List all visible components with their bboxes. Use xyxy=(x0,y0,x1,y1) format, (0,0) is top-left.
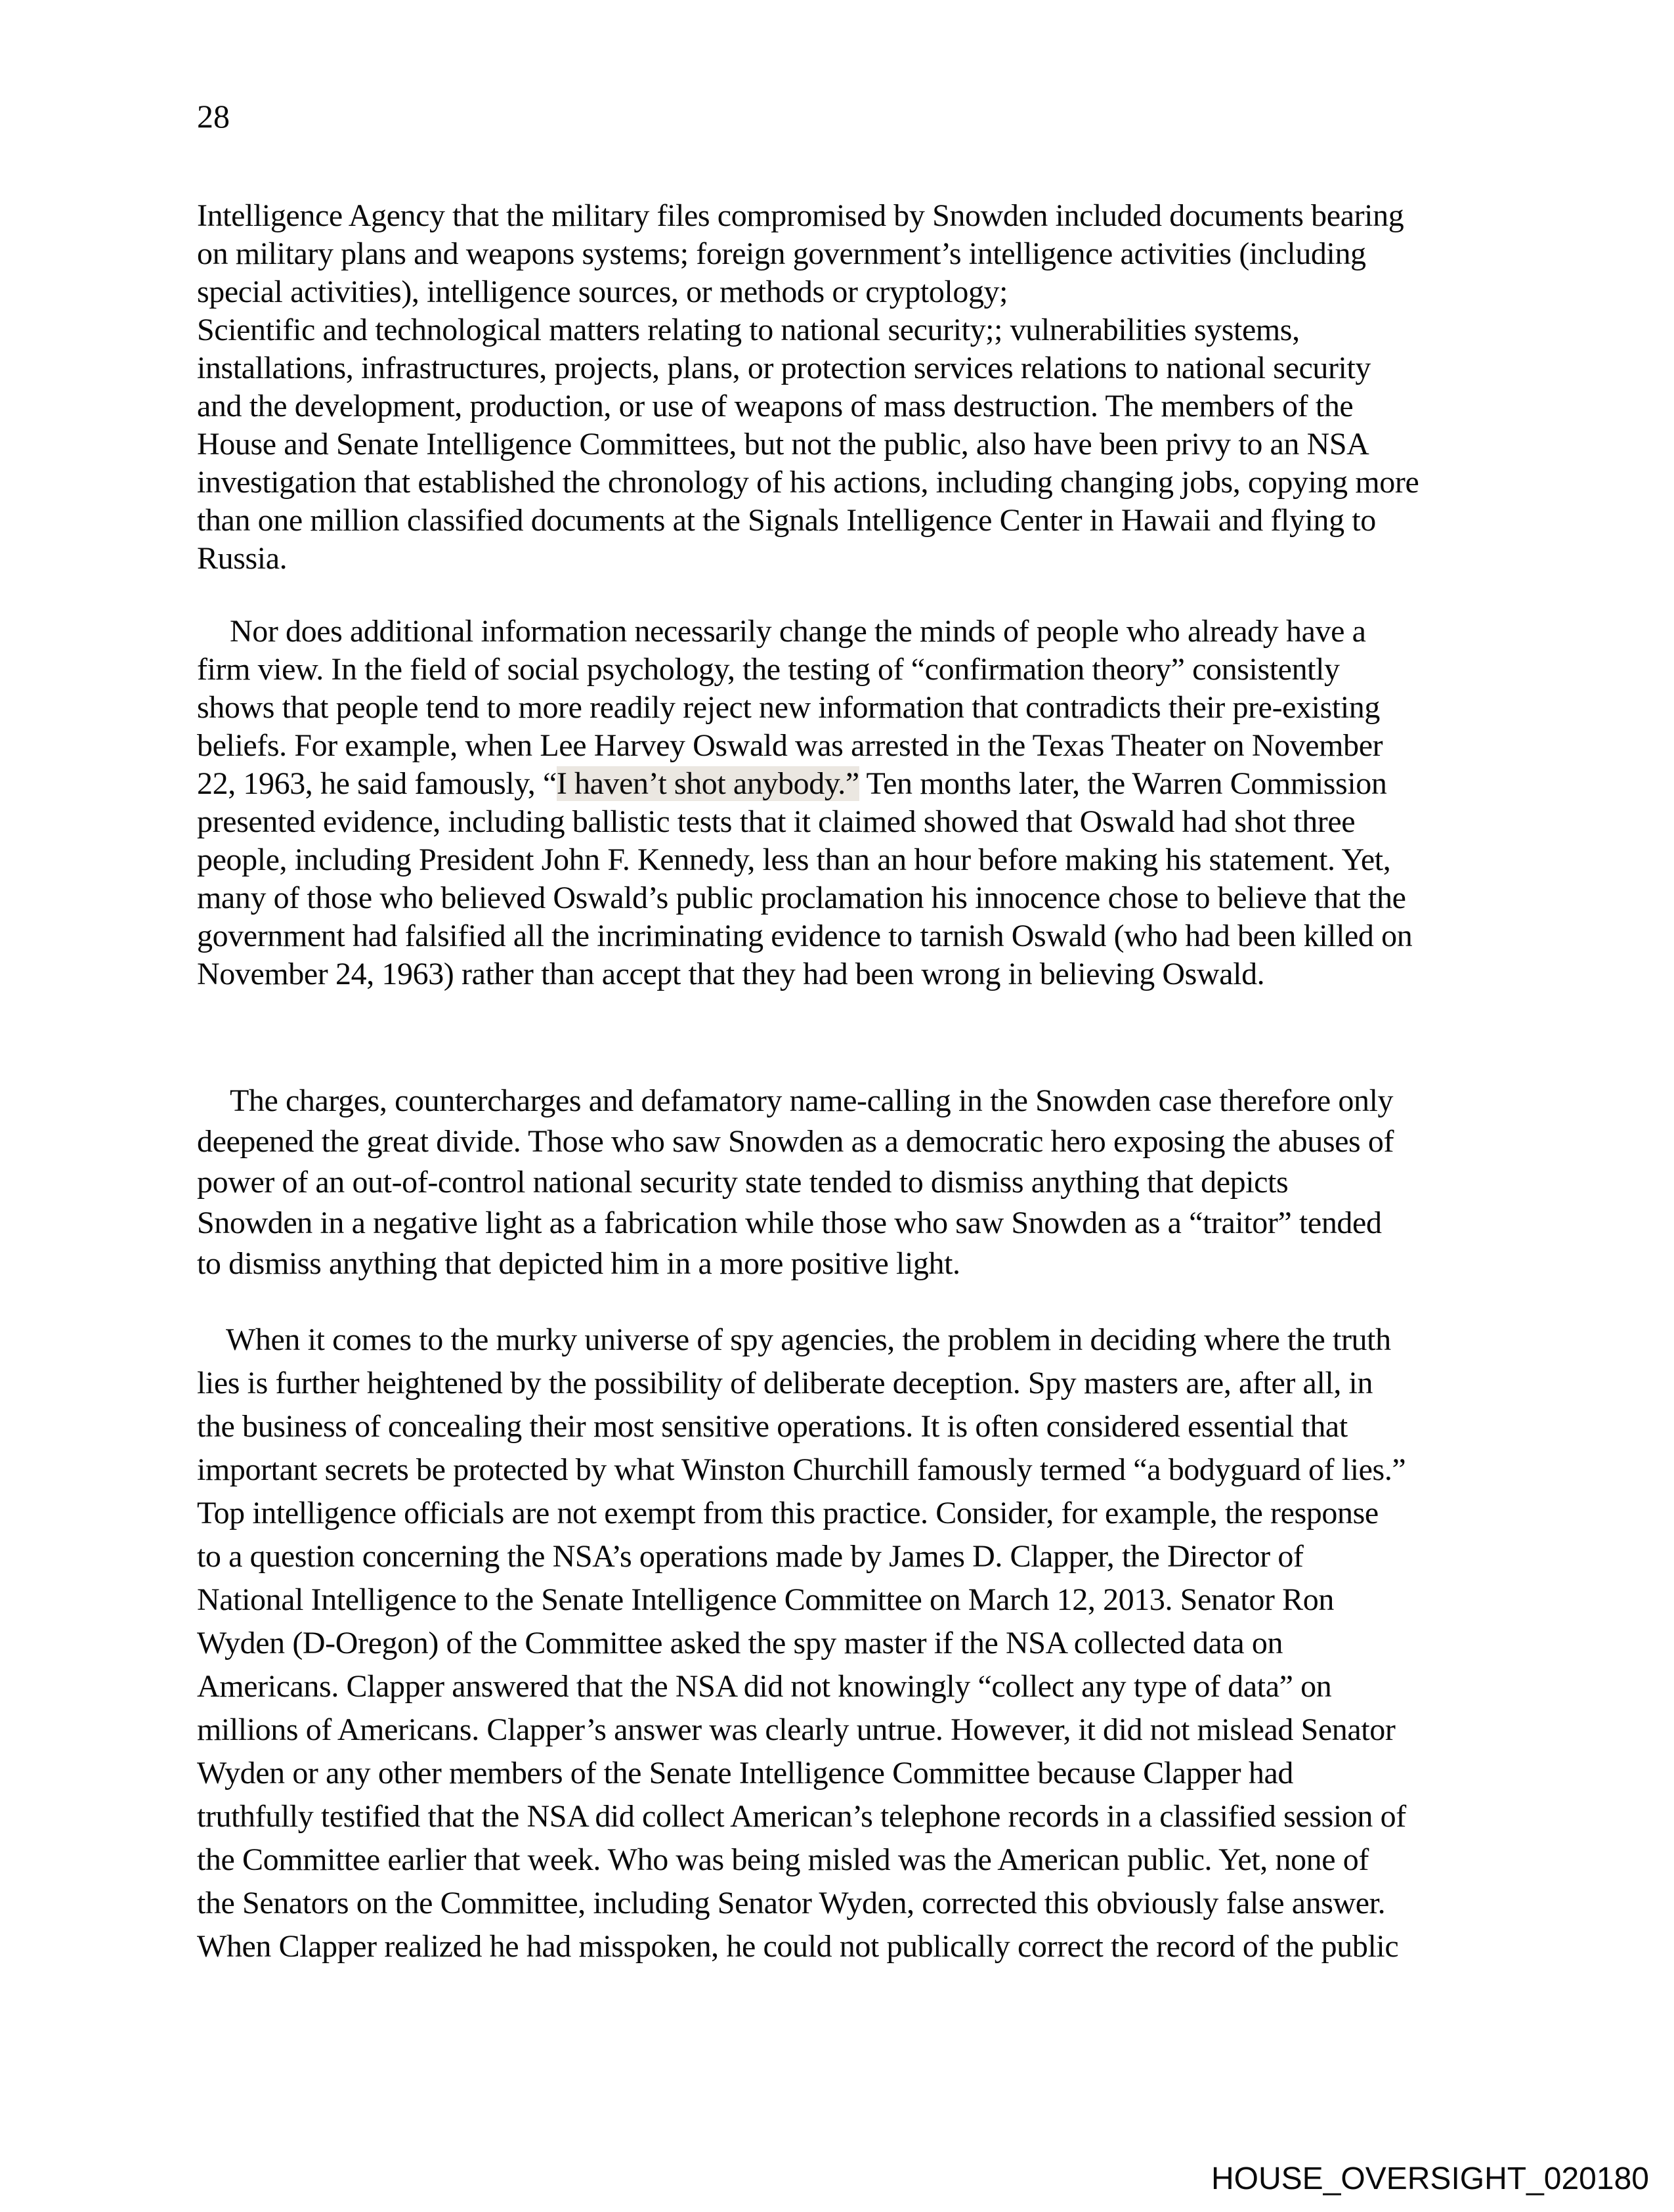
text-line: than one million classified documents at the Signals Intelligence Center in Hawaii and flying to xyxy=(197,503,1376,538)
text-line: power of an out-of-control national security state tended to dismiss anything that depicts xyxy=(197,1165,1289,1200)
text-line: millions of Americans. Clapper’s answer was clearly untrue. However, it did not mislead Senator xyxy=(197,1712,1396,1747)
text-line: Top intelligence officials are not exempt from this practice. Consider, for example, the response xyxy=(197,1496,1379,1530)
text-line: Intelligence Agency that the military files compromised by Snowden included documents bearing xyxy=(197,198,1404,233)
text-line: investigation that established the chronology of his actions, including changing jobs, copying more xyxy=(197,465,1419,500)
paragraph xyxy=(197,197,1530,578)
text-line: the Senators on the Committee, including Senator Wyden, corrected this obviously false answer. xyxy=(197,1886,1386,1920)
text-line: National Intelligence to the Senate Intelligence Committee on March 12, 2013. Senator Ron xyxy=(197,1582,1334,1617)
text-line: special activities), intelligence sources, or methods or cryptology; xyxy=(197,274,1008,309)
text-line: Scientific and technological matters relating to national security;; vulnerabilities systems, xyxy=(197,313,1300,347)
text-line: Russia. xyxy=(197,541,288,576)
paragraph xyxy=(197,613,1530,993)
paragraph xyxy=(197,1081,1530,1284)
text-line: installations, infrastructures, projects, plans, or protection services relations to national security xyxy=(197,351,1371,385)
paragraph xyxy=(197,1318,1530,1968)
text-line: shows that people tend to more readily reject new information that contradicts their pre-existing xyxy=(197,690,1380,725)
text-line: people, including President John F. Kennedy, less than an hour before making his statement. Yet, xyxy=(197,842,1391,877)
text-line: The charges, countercharges and defamatory name-calling in the Snowden case therefore only xyxy=(230,1083,1394,1118)
text-segment: 22, 1963, he said famously, “ xyxy=(197,766,557,801)
text-line: lies is further heightened by the possibility of deliberate deception. Spy masters are, after all, in xyxy=(197,1366,1373,1400)
highlighted-phrase: I haven’t shot anybody.” xyxy=(556,766,859,801)
text-line: many of those who believed Oswald’s public proclamation his innocence chose to believe that the xyxy=(197,880,1406,915)
text-line: government had falsified all the incriminating evidence to tarnish Oswald (who had been killed on xyxy=(197,919,1413,953)
text-line: presented evidence, including ballistic tests that it claimed showed that Oswald had shot three xyxy=(197,804,1356,839)
text-line: the Committee earlier that week. Who was being misled was the American public. Yet, none of xyxy=(197,1842,1369,1877)
text-line: firm view. In the field of social psychology, the testing of “confirmation theory” consistently xyxy=(197,652,1340,687)
text-line: beliefs. For example, when Lee Harvey Oswald was arrested in the Texas Theater on November xyxy=(197,728,1383,763)
page-number: 28 xyxy=(197,98,230,135)
text-line: November 24, 1963) rather than accept that they had been wrong in believing Oswald. xyxy=(197,957,1265,991)
text-line xyxy=(197,765,1530,803)
text-line: Wyden (D-Oregon) of the Committee asked the spy master if the NSA collected data on xyxy=(197,1626,1283,1660)
text-line: to dismiss anything that depicted him in a more positive light. xyxy=(197,1246,960,1281)
text-line: to a question concerning the NSA’s operations made by James D. Clapper, the Director of xyxy=(197,1539,1304,1574)
text-segment: Ten months later, the Warren Commission xyxy=(859,766,1387,801)
bates-number: HOUSE_OVERSIGHT_020180 xyxy=(1211,2161,1649,2196)
text-line: Nor does additional information necessarily change the minds of people who already have a xyxy=(230,614,1366,649)
text-line: Americans. Clapper answered that the NSA did not knowingly “collect any type of data” on xyxy=(197,1669,1332,1704)
text-line: and the development, production, or use of weapons of mass destruction. The members of the xyxy=(197,389,1354,423)
text-line: deepened the great divide. Those who saw Snowden as a democratic hero exposing the abuses of xyxy=(197,1124,1394,1159)
text-line: When Clapper realized he had misspoken, he could not publically correct the record of the public xyxy=(197,1929,1399,1964)
text-line: House and Senate Intelligence Committees, but not the public, also have been privy to an NSA xyxy=(197,427,1369,462)
text-line: important secrets be protected by what Winston Churchill famously termed “a bodyguard of lies.” xyxy=(197,1452,1406,1487)
text-line: Wyden or any other members of the Senate Intelligence Committee because Clapper had xyxy=(197,1756,1293,1790)
text-line: truthfully testified that the NSA did collect American’s telephone records in a classified session of xyxy=(197,1799,1406,1834)
text-line: on military plans and weapons systems; foreign government’s intelligence activities (including xyxy=(197,236,1366,271)
text-line: When it comes to the murky universe of spy agencies, the problem in deciding where the truth xyxy=(226,1322,1391,1357)
text-line: Snowden in a negative light as a fabrication while those who saw Snowden as a “traitor” tended xyxy=(197,1205,1382,1240)
text-line: the business of concealing their most sensitive operations. It is often considered essential that xyxy=(197,1409,1348,1444)
